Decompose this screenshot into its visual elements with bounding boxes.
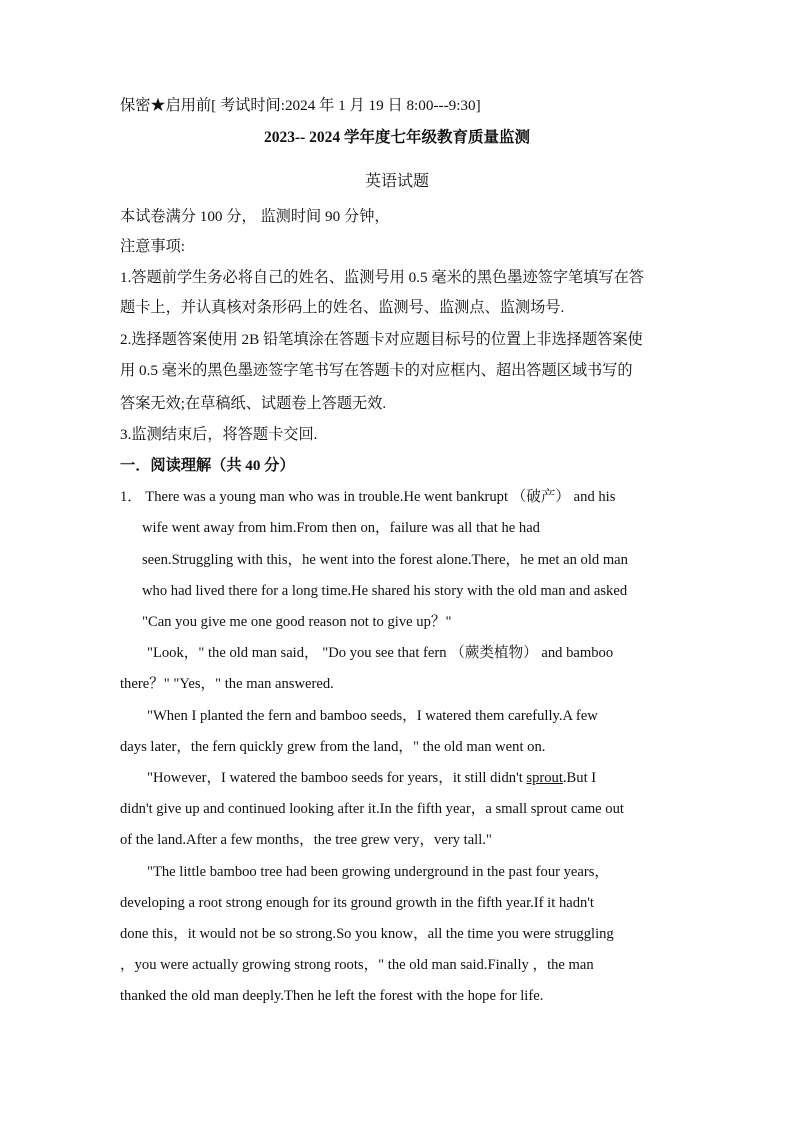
passage-line: of the land.After a few months，the tree grew very，very tall.": [120, 832, 492, 848]
exam-title: 2023-- 2024 学年度七年级教育质量监测: [263, 129, 531, 146]
notice-item-2-line-3: 答案无效;在草稿纸、试题卷上答题无效.: [120, 395, 387, 412]
score-time-note: 本试卷满分 100 分， 监测时间 90 分钟，: [120, 208, 390, 225]
passage-line: "Can you give me one good reason not to give up？": [142, 614, 452, 630]
underlined-word-sprout: sprout: [526, 770, 563, 786]
section-heading: 一．阅读理解（共 40 分）: [120, 457, 295, 474]
passage-line: wife went away from him.From then on，failure was all that he had: [142, 520, 540, 536]
passage-line: developing a root strong enough for its ground growth in the fifth year.If it hadn't: [120, 895, 594, 911]
notice-item-1-line-2: 题卡上，并认真核对条形码上的姓名、监测号、监测点、监测场号.: [120, 299, 565, 316]
passage-line: [147, 768, 596, 788]
passage-line: days later，the fern quickly grew from the land，" the old man went on.: [120, 739, 546, 755]
passage-line: "Look，" the old man said， "Do you see that fern （蕨类植物） and bamboo: [147, 645, 614, 661]
passage-line: 1． There was a young man who was in trouble.He went bankrupt （破产） and his: [120, 489, 616, 505]
passage-line: thanked the old man deeply.Then he left the forest with the hope for life.: [120, 988, 544, 1004]
passage-line: "The little bamboo tree had been growing underground in the past four years，: [147, 864, 610, 880]
notice-item-2-line-2: 用 0.5 毫米的黑色墨迹签字笔书写在答题卡的对应框内、超出答题区域书写的: [120, 362, 633, 379]
passage-text: .But I: [562, 770, 597, 786]
passage-line: who had lived there for a long time.He shared his story with the old man and asked: [142, 583, 628, 599]
exam-subtitle: 英语试题: [364, 173, 429, 190]
notice-item-2-line-1: 2.选择题答案使用 2B 铅笔填涂在答题卡对应题目标号的位置上非选择题答案使: [120, 331, 643, 348]
passage-line: didn't give up and continued looking after it.In the fifth year，a small sprout came out: [120, 801, 624, 817]
passage-line: there？" "Yes，" the man answered.: [120, 676, 334, 692]
passage-line: seen.Struggling with this，he went into the forest alone.There，he met an old man: [142, 552, 628, 568]
notice-item-1-line-1: 1.答题前学生务必将自己的姓名、监测号用 0.5 毫米的黑色墨迹签字笔填写在答: [120, 269, 644, 286]
passage-line: "When I planted the fern and bamboo seeds，I watered them carefully.A few: [147, 708, 598, 724]
passage-line: ，you were actually growing strong roots，" the old man said.Finally ，the man: [120, 957, 594, 973]
notice-heading: 注意事项:: [120, 238, 185, 255]
notice-item-3: 3.监测结束后，将答题卡交回.: [120, 426, 318, 443]
confidential-note: 保密★启用前[ 考试时间:2024 年 1 月 19 日 8:00---9:30]: [120, 97, 481, 114]
passage-text: "However，I watered the bamboo seeds for years，it still didn't: [147, 770, 527, 786]
passage-line: done this，it would not be so strong.So you know，all the time you were struggling: [120, 926, 614, 942]
